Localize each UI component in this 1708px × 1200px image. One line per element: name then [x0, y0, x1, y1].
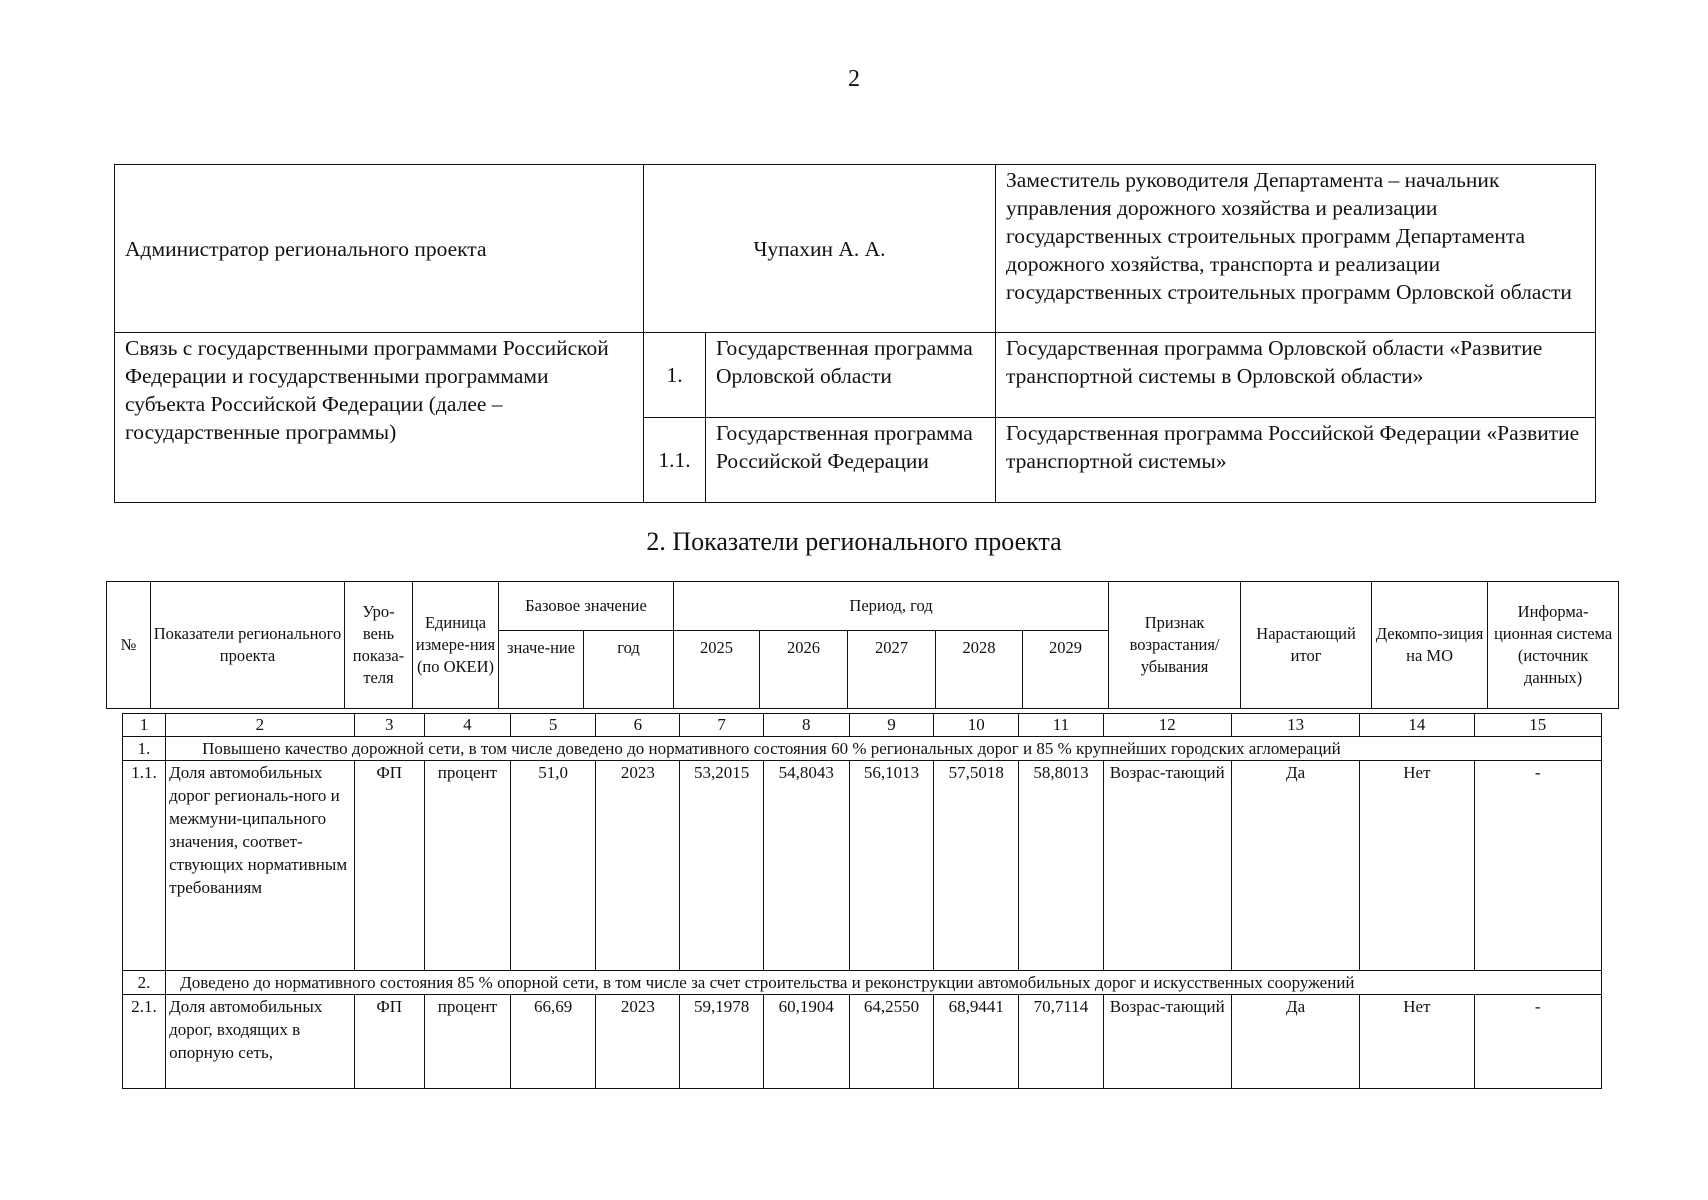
indicator-row: [123, 761, 1602, 971]
year-value: 53,2015: [680, 761, 763, 971]
program-name: Государственная программа Орловской области «Развитие транспортной системы в Орловской области»: [996, 333, 1596, 418]
header-year: 2027: [848, 631, 936, 709]
admin-label: Администратор регионального проекта: [115, 165, 644, 333]
column-number: 9: [849, 714, 933, 737]
column-number: 8: [763, 714, 849, 737]
row-num: 2.1.: [123, 995, 166, 1089]
program-type: Государственная программа Российской Федерации: [706, 418, 996, 503]
column-number: 7: [680, 714, 763, 737]
section-title: 2. Показатели регионального проекта: [646, 527, 1062, 556]
header-base-year: год: [584, 631, 674, 709]
program-num: 1.: [644, 333, 706, 418]
header-info-system: Информа-ционная система (источник данных): [1488, 582, 1619, 709]
column-number: 15: [1474, 714, 1601, 737]
trend: Возрас-тающий: [1103, 761, 1231, 971]
decomposition: Нет: [1360, 995, 1474, 1089]
group-num: 1.: [123, 737, 166, 761]
program-num: 1.1.: [644, 418, 706, 503]
group-title: Доведено до нормативного состояния 85 % опорной сети, в том числе за счет строительства и реконструкции автомобильных дорог и искусственных сооружений: [166, 971, 1602, 995]
column-number: 11: [1019, 714, 1103, 737]
column-number: 1: [123, 714, 166, 737]
indicator-row: [123, 995, 1602, 1089]
year-value: 64,2550: [849, 995, 933, 1089]
column-number: 12: [1103, 714, 1231, 737]
header-year: 2029: [1023, 631, 1109, 709]
header-level: Уро-вень показа-теля: [345, 582, 413, 709]
decomposition: Нет: [1360, 761, 1474, 971]
header-base-value: значе-ние: [499, 631, 584, 709]
year-value: 70,7114: [1019, 995, 1103, 1089]
year-value: 58,8013: [1019, 761, 1103, 971]
year-value: 59,1978: [680, 995, 763, 1089]
indicator-name: Доля автомобильных дорог, входящих в опорную сеть,: [166, 995, 355, 1089]
column-number: 6: [596, 714, 680, 737]
page-number: 2: [848, 66, 860, 92]
column-number: 5: [511, 714, 596, 737]
base-year: 2023: [596, 995, 680, 1089]
indicator-unit: процент: [424, 761, 510, 971]
header-cumulative: Нарастающий итог: [1241, 582, 1372, 709]
base-year: 2023: [596, 761, 680, 971]
indicator-level: ФП: [354, 761, 424, 971]
column-number: 10: [934, 714, 1019, 737]
column-numbers-row: [123, 714, 1602, 737]
year-value: 56,1013: [849, 761, 933, 971]
header-unit: Единица измере-ния (по ОКЕИ): [413, 582, 499, 709]
indicators-header-table: [106, 581, 1619, 709]
column-number: 4: [424, 714, 510, 737]
indicator-level: ФП: [354, 995, 424, 1089]
group-title: Повышено качество дорожной сети, в том числе доведено до нормативного состояния 60 % региональных дорог и 85 % крупнейших городских агломераций: [166, 737, 1602, 761]
header-base: Базовое значение: [499, 582, 674, 631]
column-number: 13: [1231, 714, 1359, 737]
group-num: 2.: [123, 971, 166, 995]
group-row: [123, 737, 1602, 761]
info-system: -: [1474, 761, 1601, 971]
year-value: 68,9441: [934, 995, 1019, 1089]
column-number: 3: [354, 714, 424, 737]
info-system: -: [1474, 995, 1601, 1089]
year-value: 60,1904: [763, 995, 849, 1089]
header-period: Период, год: [674, 582, 1109, 631]
header-year: 2025: [674, 631, 760, 709]
cumulative: Да: [1231, 761, 1359, 971]
column-number: 2: [166, 714, 355, 737]
program-name: Государственная программа Российской Федерации «Развитие транспортной системы»: [996, 418, 1596, 503]
year-value: 54,8043: [763, 761, 849, 971]
base-value: 51,0: [511, 761, 596, 971]
trend: Возрас-тающий: [1103, 995, 1231, 1089]
base-value: 66,69: [511, 995, 596, 1089]
program-type: Государственная программа Орловской области: [706, 333, 996, 418]
admin-position: Заместитель руководителя Департамента – начальник управления дорожного хозяйства и реализации государственных строительных программ Департамента дорожного хозяйства, транспорта и реализации государственных строительных программ Орловской области: [996, 165, 1596, 333]
indicators-body-table: [122, 713, 1602, 1089]
header-decomposition: Декомпо-зиция на МО: [1372, 582, 1488, 709]
header-indicators: Показатели регионального проекта: [151, 582, 345, 709]
cumulative: Да: [1231, 995, 1359, 1089]
column-number: 14: [1360, 714, 1474, 737]
row-num: 1.1.: [123, 761, 166, 971]
indicator-unit: процент: [424, 995, 510, 1089]
header-year: 2028: [936, 631, 1023, 709]
project-info-table: [114, 164, 1596, 503]
year-value: 57,5018: [934, 761, 1019, 971]
link-label: Связь с государственными программами Российской Федерации и государственными программами субъекта Российской Федерации (далее – государственные программы): [115, 333, 644, 503]
indicator-name: Доля автомобильных дорог региональ-ного и межмуни-ципального значения, соответ-ствующих нормативным требованиям: [166, 761, 355, 971]
admin-name: Чупахин А. А.: [644, 165, 996, 333]
group-row: [123, 971, 1602, 995]
header-year: 2026: [760, 631, 848, 709]
header-no: №: [107, 582, 151, 709]
header-trend: Признак возрастания/ убывания: [1109, 582, 1241, 709]
